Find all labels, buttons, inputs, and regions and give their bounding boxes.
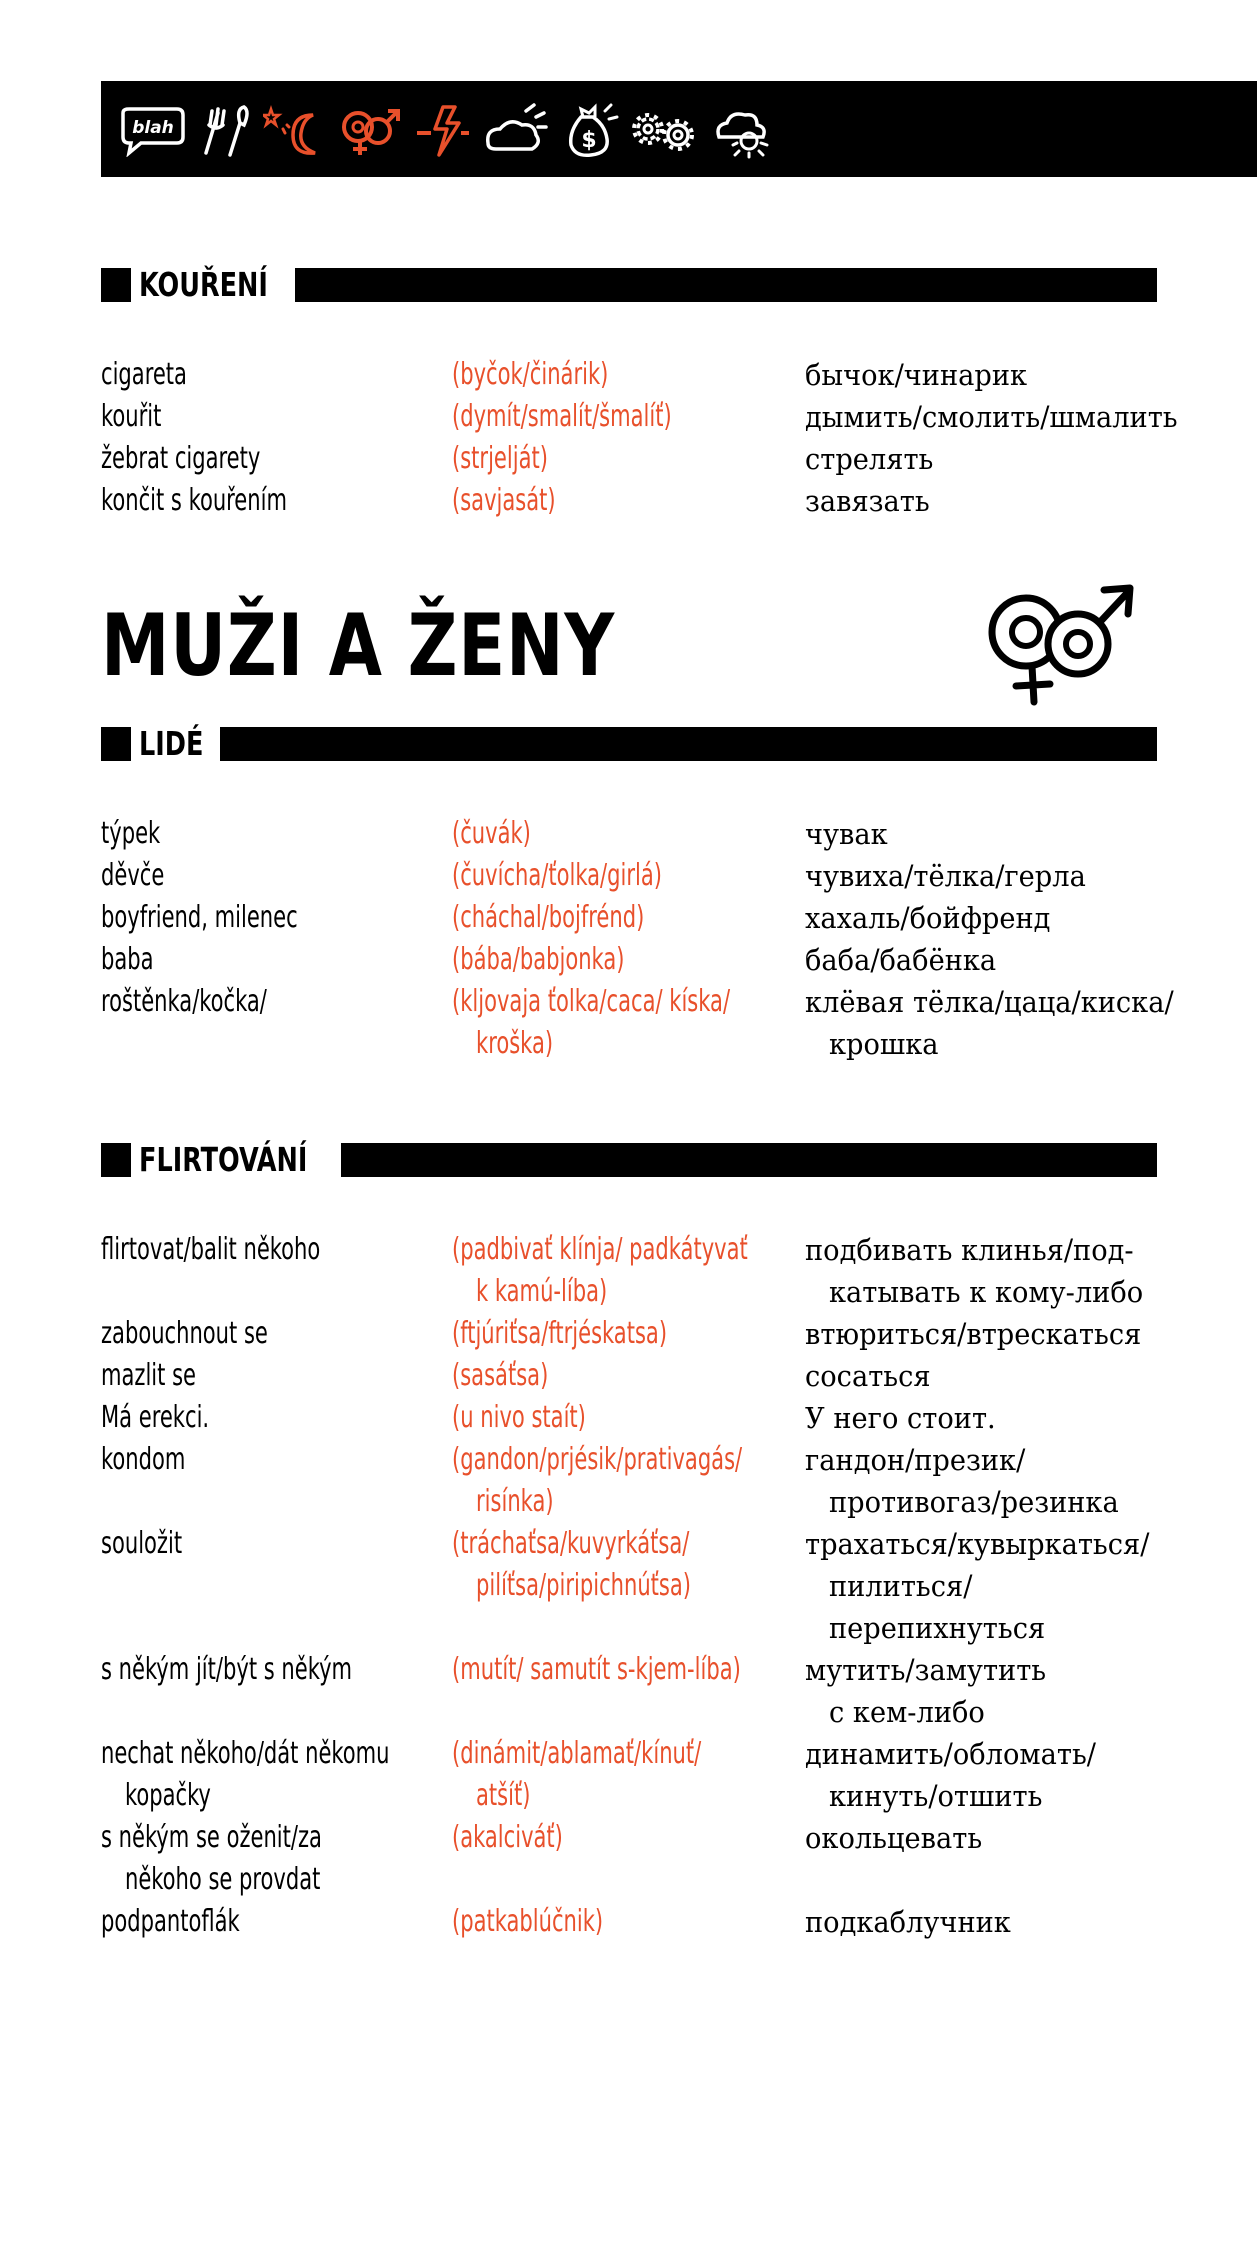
transliteration-text: (dymít/smalít/šmalíť) xyxy=(452,399,672,434)
russian-term-text: стрелять xyxy=(805,442,934,476)
russian-term xyxy=(805,1649,1257,1733)
russian-term-line xyxy=(805,1023,1257,1065)
russian-term-text: кинуть/отшить xyxy=(829,1779,1043,1813)
speech-bubble-icon xyxy=(117,105,187,157)
transliteration-line xyxy=(452,354,792,396)
russian-term-text: чувак xyxy=(805,817,888,851)
transliteration xyxy=(452,1439,792,1523)
czech-term xyxy=(101,1523,441,1565)
russian-term-line xyxy=(805,855,1257,897)
transliteration-text: (byčok/činárik) xyxy=(452,357,609,392)
czech-term-text: nechat někoho/dát někomu xyxy=(101,1736,390,1771)
transliteration xyxy=(452,981,792,1065)
russian-term xyxy=(805,897,1257,939)
russian-term-text: баба/бабёнка xyxy=(805,943,997,977)
transliteration-text: (strjelját) xyxy=(452,441,548,476)
czech-term xyxy=(101,1901,441,1943)
russian-term-line xyxy=(805,438,1257,480)
transliteration-line xyxy=(452,1565,792,1607)
transliteration xyxy=(452,480,792,522)
russian-term-line xyxy=(805,981,1257,1023)
transliteration-text: risínka) xyxy=(476,1484,554,1519)
transliteration-text: k kamú-líba) xyxy=(476,1274,608,1309)
russian-term xyxy=(805,354,1257,396)
russian-term-text: мутить/замутить xyxy=(805,1653,1047,1687)
czech-term xyxy=(101,981,441,1023)
transliteration-text: (savjasát) xyxy=(452,483,556,518)
transliteration-line xyxy=(452,1229,792,1271)
czech-term-line xyxy=(101,396,441,438)
russian-term-text: хахаль/бойфренд xyxy=(805,901,1051,935)
lightning-icon xyxy=(413,103,473,159)
section-header-block xyxy=(101,268,131,302)
russian-term-text: перепихнуться xyxy=(829,1611,1046,1645)
section-title-people: LIDÉ xyxy=(139,724,204,763)
russian-term-text: завязать xyxy=(805,484,930,518)
transliteration-line xyxy=(452,1397,792,1439)
russian-term-line xyxy=(805,813,1257,855)
czech-term-text: cigareta xyxy=(101,357,187,392)
czech-term-text: s někým se oženit/za xyxy=(101,1820,322,1855)
section-title-flirting: FLIRTOVÁNÍ xyxy=(139,1140,308,1179)
czech-term-text: zabouchnout se xyxy=(101,1316,268,1351)
transliteration-text: (čuvícha/ťolka/girlá) xyxy=(452,858,662,893)
russian-term-line xyxy=(805,1775,1257,1817)
russian-term-text: чувиха/тёлка/герла xyxy=(805,859,1086,893)
transliteration-line xyxy=(452,939,792,981)
russian-term-line xyxy=(805,1607,1257,1649)
transliteration xyxy=(452,438,792,480)
transliteration xyxy=(452,1733,792,1817)
transliteration xyxy=(452,939,792,981)
czech-term-text: někoho se provdat xyxy=(125,1862,321,1897)
czech-term xyxy=(101,813,441,855)
transliteration-line xyxy=(452,981,792,1023)
transliteration-text: (padbivať klínja/ padkátyvať xyxy=(452,1232,748,1267)
russian-term-text: клёвая тёлка/цаца/киска/ xyxy=(805,985,1174,1019)
transliteration-text: (cháchal/bojfrénd) xyxy=(452,900,645,935)
russian-term-line xyxy=(805,1229,1257,1271)
czech-term-line xyxy=(101,1859,441,1901)
czech-term-line xyxy=(101,855,441,897)
czech-term-line xyxy=(101,981,441,1023)
czech-term xyxy=(101,438,441,480)
russian-term-text: крошка xyxy=(829,1027,939,1061)
transliteration xyxy=(452,1649,792,1691)
section-header-people xyxy=(101,724,1157,763)
czech-term-text: podpantoflák xyxy=(101,1904,240,1939)
czech-term-line xyxy=(101,1397,441,1439)
czech-term xyxy=(101,1397,441,1439)
money-bag-icon xyxy=(559,103,619,159)
russian-term-text: окольцевать xyxy=(805,1821,983,1855)
transliteration-text: pilíťsa/piripichnúťsa) xyxy=(476,1568,692,1603)
transliteration-line xyxy=(452,1313,792,1355)
transliteration xyxy=(452,396,792,438)
transliteration-line xyxy=(452,1901,792,1943)
transliteration-text: kroška) xyxy=(476,1026,554,1061)
transliteration-text: (gandon/prjésik/prativagás/ xyxy=(452,1442,743,1477)
transliteration xyxy=(452,1817,792,1859)
section-header-flirting xyxy=(101,1140,1157,1179)
section-header-bar xyxy=(295,268,1157,302)
gender-large-icon xyxy=(978,578,1148,708)
section-header-smoking xyxy=(101,265,1157,304)
czech-term-line xyxy=(101,897,441,939)
sleep-icon xyxy=(482,103,550,159)
transliteration-text: (čuvák) xyxy=(452,816,531,851)
czech-term xyxy=(101,1439,441,1481)
blah-label: blah xyxy=(132,118,174,138)
russian-term-text: подбивать клинья/под- xyxy=(805,1233,1134,1267)
russian-term-text: динамить/обломать/ xyxy=(805,1737,1096,1771)
gears-icon xyxy=(628,103,700,159)
transliteration xyxy=(452,1229,792,1313)
transliteration-text: (sasáťsa) xyxy=(452,1358,549,1393)
transliteration-line xyxy=(452,438,792,480)
russian-term-line xyxy=(805,396,1257,438)
transliteration-text: (dinámit/ablamať/kínuť/ xyxy=(452,1736,702,1771)
russian-term-text: с кем-либо xyxy=(829,1695,985,1729)
transliteration-text: (akalciváť) xyxy=(452,1820,563,1855)
czech-term-text: kouřit xyxy=(101,399,162,434)
transliteration xyxy=(452,1397,792,1439)
russian-term-line xyxy=(805,1355,1257,1397)
section-title-smoking: KOUŘENÍ xyxy=(139,265,268,304)
czech-term-text: baba xyxy=(101,942,154,977)
czech-term xyxy=(101,939,441,981)
section-header-bar xyxy=(220,727,1157,761)
czech-term-line xyxy=(101,1775,441,1817)
russian-term-text: гандон/презик/ xyxy=(805,1443,1026,1477)
russian-term xyxy=(805,855,1257,897)
transliteration-text: (ftjúriťsa/ftrjéskatsa) xyxy=(452,1316,668,1351)
transliteration-line xyxy=(452,1023,792,1065)
russian-term xyxy=(805,1229,1257,1313)
czech-term xyxy=(101,1649,441,1691)
russian-term xyxy=(805,939,1257,981)
russian-term xyxy=(805,981,1257,1065)
czech-term-text: flirtovat/balit někoho xyxy=(101,1232,321,1267)
russian-term-line xyxy=(805,1397,1257,1439)
chapter-title: MUŽI A ŽENY xyxy=(101,596,616,696)
russian-term-line xyxy=(805,1691,1257,1733)
svg-text:$: $ xyxy=(581,128,597,153)
transliteration-line xyxy=(452,1523,792,1565)
russian-term-text: пилиться/ xyxy=(829,1569,973,1603)
czech-term-line xyxy=(101,1649,441,1691)
russian-term-line xyxy=(805,480,1257,522)
russian-term-line xyxy=(805,897,1257,939)
russian-term xyxy=(805,1733,1257,1817)
russian-term-text: катывать к кому-либо xyxy=(829,1275,1144,1309)
russian-term xyxy=(805,396,1257,438)
czech-term-text: roštěnka/kočka/ xyxy=(101,984,267,1019)
transliteration-text: (tráchaťsa/kuvyrkáťsa/ xyxy=(452,1526,690,1561)
transliteration-line xyxy=(452,1355,792,1397)
czech-term xyxy=(101,855,441,897)
russian-term-line xyxy=(805,1817,1257,1859)
russian-term xyxy=(805,1313,1257,1355)
header-icons xyxy=(117,103,777,159)
czech-term-line xyxy=(101,480,441,522)
transliteration-line xyxy=(452,1733,792,1775)
russian-term xyxy=(805,813,1257,855)
czech-term-line xyxy=(101,1901,441,1943)
russian-term xyxy=(805,1901,1257,1943)
transliteration-text: (patkablúčnik) xyxy=(452,1904,604,1939)
czech-term-line xyxy=(101,1733,441,1775)
russian-term-line xyxy=(805,1733,1257,1775)
transliteration-line xyxy=(452,855,792,897)
russian-term xyxy=(805,438,1257,480)
header-icon-bar xyxy=(101,81,1257,177)
transliteration-line xyxy=(452,1439,792,1481)
moon-star-icon xyxy=(263,103,329,159)
czech-term-line xyxy=(101,939,441,981)
section-header-bar xyxy=(341,1143,1157,1177)
czech-term-line xyxy=(101,813,441,855)
czech-term xyxy=(101,897,441,939)
transliteration xyxy=(452,1355,792,1397)
czech-term xyxy=(101,1355,441,1397)
section-header-block xyxy=(101,1143,131,1177)
cutlery-icon xyxy=(196,103,254,159)
russian-term-text: бычок/чинарик xyxy=(805,358,1028,392)
czech-term-text: s někým jít/být s někým xyxy=(101,1652,353,1687)
transliteration-text: (bába/babjonka) xyxy=(452,942,625,977)
russian-term-text: трахаться/кувыркаться/ xyxy=(805,1527,1150,1561)
russian-term-line xyxy=(805,354,1257,396)
transliteration-line xyxy=(452,1649,792,1691)
transliteration-line xyxy=(452,480,792,522)
transliteration-line xyxy=(452,1775,792,1817)
transliteration-line xyxy=(452,1817,792,1859)
russian-term-text: У него стоит. xyxy=(805,1401,996,1435)
transliteration xyxy=(452,1313,792,1355)
russian-term xyxy=(805,1397,1257,1439)
czech-term xyxy=(101,1733,441,1817)
czech-term xyxy=(101,1229,441,1271)
transliteration-line xyxy=(452,897,792,939)
transliteration-line xyxy=(452,1271,792,1313)
czech-term xyxy=(101,354,441,396)
russian-term-line xyxy=(805,1523,1257,1565)
transliteration-line xyxy=(452,396,792,438)
czech-term xyxy=(101,1313,441,1355)
czech-term xyxy=(101,480,441,522)
czech-term-text: děvče xyxy=(101,858,165,893)
russian-term-text: сосаться xyxy=(805,1359,931,1393)
russian-term-line xyxy=(805,1271,1257,1313)
russian-term-line xyxy=(805,1901,1257,1943)
russian-term-line xyxy=(805,1481,1257,1523)
transliteration-text: (mutít/ samutít s-kjem-líba) xyxy=(452,1652,741,1687)
czech-term-line xyxy=(101,438,441,480)
transliteration xyxy=(452,1901,792,1943)
transliteration-line xyxy=(452,813,792,855)
transliteration-text: (u nivo staít) xyxy=(452,1400,586,1435)
section-header-block xyxy=(101,727,131,761)
weather-icon xyxy=(709,103,777,159)
transliteration-line xyxy=(452,1481,792,1523)
czech-term-line xyxy=(101,1355,441,1397)
czech-term-line xyxy=(101,1817,441,1859)
transliteration xyxy=(452,813,792,855)
russian-term-line xyxy=(805,1439,1257,1481)
czech-term xyxy=(101,1817,441,1901)
czech-term-text: Má erekci. xyxy=(101,1400,210,1435)
russian-term xyxy=(805,1817,1257,1859)
gender-icon xyxy=(338,103,404,159)
czech-term-line xyxy=(101,1229,441,1271)
russian-term xyxy=(805,1439,1257,1523)
transliteration xyxy=(452,897,792,939)
czech-term xyxy=(101,396,441,438)
czech-term-text: žebrat cigarety xyxy=(101,441,261,476)
russian-term-line xyxy=(805,1649,1257,1691)
czech-term-text: souložit xyxy=(101,1526,183,1561)
czech-term-line xyxy=(101,1313,441,1355)
russian-term xyxy=(805,1523,1257,1649)
czech-term-text: týpek xyxy=(101,816,161,851)
russian-term-text: втюриться/втрескаться xyxy=(805,1317,1142,1351)
czech-term-line xyxy=(101,1439,441,1481)
transliteration xyxy=(452,855,792,897)
transliteration-text: atšíť) xyxy=(476,1778,531,1813)
czech-term-text: boyfriend, milenec xyxy=(101,900,298,935)
russian-term-line xyxy=(805,1565,1257,1607)
czech-term-text: kopačky xyxy=(125,1778,211,1813)
czech-term-text: končit s kouřením xyxy=(101,483,287,518)
czech-term-text: mazlit se xyxy=(101,1358,197,1393)
transliteration-text: (kljovaja ťolka/caca/ kíska/ xyxy=(452,984,731,1019)
russian-term-line xyxy=(805,1313,1257,1355)
russian-term-text: подкаблучник xyxy=(805,1905,1011,1939)
czech-term-text: kondom xyxy=(101,1442,186,1477)
russian-term xyxy=(805,480,1257,522)
russian-term-text: противогаз/резинка xyxy=(829,1485,1119,1519)
czech-term-line xyxy=(101,1523,441,1565)
russian-term xyxy=(805,1355,1257,1397)
transliteration xyxy=(452,354,792,396)
russian-term-text: дымить/смолить/шмалить xyxy=(805,400,1178,434)
czech-term-line xyxy=(101,354,441,396)
transliteration xyxy=(452,1523,792,1607)
russian-term-line xyxy=(805,939,1257,981)
